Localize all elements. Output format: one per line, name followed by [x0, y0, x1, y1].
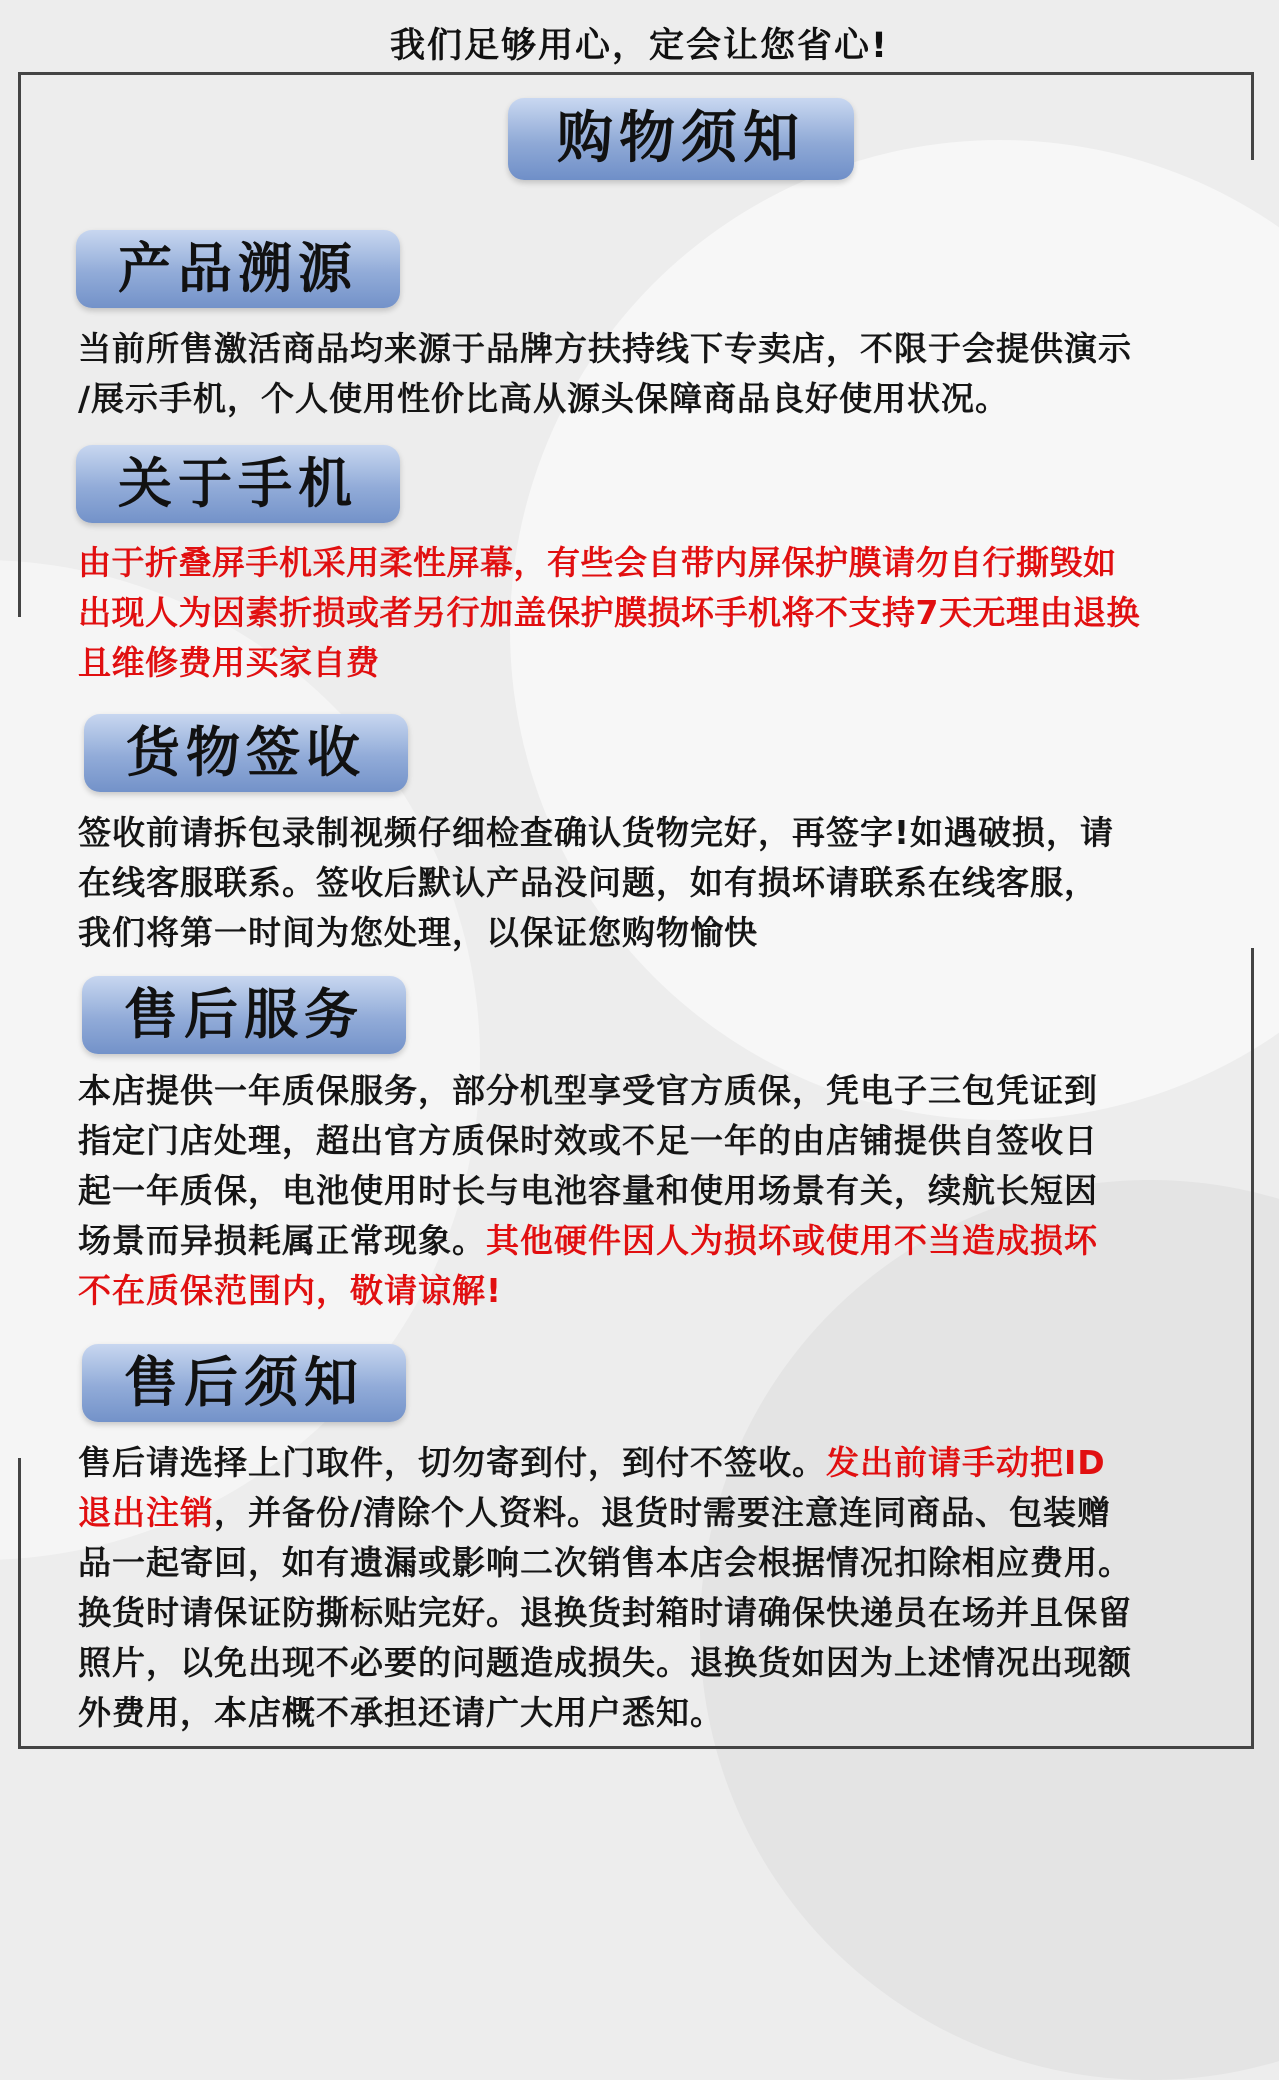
section-heading-after-sales-service: 售后服务: [82, 976, 406, 1054]
text-span: 本店提供一年质保服务，部分机型享受官方质保，凭电子三包凭证到: [78, 1071, 1098, 1110]
slogan: 我们足够用心，定会让您省心!: [390, 26, 889, 66]
frame-border: [1251, 948, 1254, 1748]
text-line: [78, 1266, 1248, 1316]
text-line: [78, 1588, 1248, 1638]
warning-text: 发出前请手动把ID: [826, 1443, 1106, 1482]
text-span: 换货时请保证防撕标贴完好。退换货封箱时请确保快递员在场并且保留: [78, 1593, 1132, 1632]
section-heading-delivery-receipt: 货物签收: [84, 714, 408, 792]
text-span: 照片，以免出现不必要的问题造成损失。退换货如因为上述情况出现额: [78, 1643, 1132, 1682]
text-line: [78, 588, 1248, 638]
text-line: [78, 1688, 1248, 1738]
text-line: [78, 324, 1248, 374]
section-body-product-source: [78, 324, 1248, 424]
section-body-delivery-receipt: [78, 808, 1248, 958]
text-line: [78, 808, 1248, 858]
text-line: [78, 1438, 1248, 1488]
page-title: 购物须知: [508, 98, 854, 180]
text-span: /展示手机，个人使用性价比高从源头保障商品良好使用状况。: [78, 379, 1010, 418]
text-line: [78, 1488, 1248, 1538]
text-span: 外费用，本店概不承担还请广大用户悉知。: [78, 1693, 724, 1732]
text-span: 指定门店处理，超出官方质保时效或不足一年的由店铺提供自签收日: [78, 1121, 1098, 1160]
text-span: 售后请选择上门取件，切勿寄到付，到付不签收。: [78, 1443, 826, 1482]
frame-border: [1251, 72, 1254, 160]
text-span: 场景而异损耗属正常现象。: [78, 1221, 486, 1260]
text-line: [78, 1116, 1248, 1166]
section-heading-after-sales-notice: 售后须知: [82, 1344, 406, 1422]
section-heading-product-source: 产品溯源: [76, 230, 400, 308]
text-span: 在线客服联系。签收后默认产品没问题，如有损坏请联系在线客服，: [78, 863, 1098, 902]
frame-border: [18, 72, 21, 617]
frame-border: [18, 1746, 1254, 1749]
text-line: [78, 1638, 1248, 1688]
text-line: [78, 908, 1248, 958]
section-body-after-sales-service: [78, 1066, 1248, 1316]
text-line: [78, 1216, 1248, 1266]
text-line: [78, 1538, 1248, 1588]
warning-text: 出现人为因素折损或者另行加盖保护膜损坏手机将不支持7天无理由退换: [78, 593, 1140, 632]
text-span: 起一年质保，电池使用时长与电池容量和使用场景有关，续航长短因: [78, 1171, 1098, 1210]
frame-border: [18, 72, 1254, 75]
warning-text: 且维修费用买家自费: [78, 643, 380, 682]
section-body-about-phone: [78, 538, 1248, 688]
warning-text: 其他硬件因人为损坏或使用不当造成损坏: [486, 1221, 1098, 1260]
text-line: [78, 374, 1248, 424]
text-span: 我们将第一时间为您处理，以保证您购物愉快: [78, 913, 758, 952]
text-span: 签收前请拆包录制视频仔细检查确认货物完好，再签字!如遇破损，请: [78, 813, 1115, 852]
text-line: [78, 638, 1248, 688]
text-line: [78, 858, 1248, 908]
section-heading-about-phone: 关于手机: [76, 445, 400, 523]
text-span: ，并备份/清除个人资料。退货时需要注意连同商品、包装赠: [214, 1493, 1112, 1532]
warning-text: 由于折叠屏手机采用柔性屏幕，有些会自带内屏保护膜请勿自行撕毁如: [78, 543, 1117, 582]
warning-text: 退出注销: [78, 1493, 214, 1532]
text-span: 当前所售激活商品均来源于品牌方扶持线下专卖店，不限于会提供演示: [78, 329, 1132, 368]
section-body-after-sales-notice: [78, 1438, 1248, 1738]
text-line: [78, 538, 1248, 588]
text-line: [78, 1066, 1248, 1116]
text-line: [78, 1166, 1248, 1216]
frame-border: [18, 1458, 21, 1748]
text-span: 品一起寄回，如有遗漏或影响二次销售本店会根据情况扣除相应费用。: [78, 1543, 1132, 1582]
warning-text: 不在质保范围内，敬请谅解!: [78, 1271, 503, 1310]
